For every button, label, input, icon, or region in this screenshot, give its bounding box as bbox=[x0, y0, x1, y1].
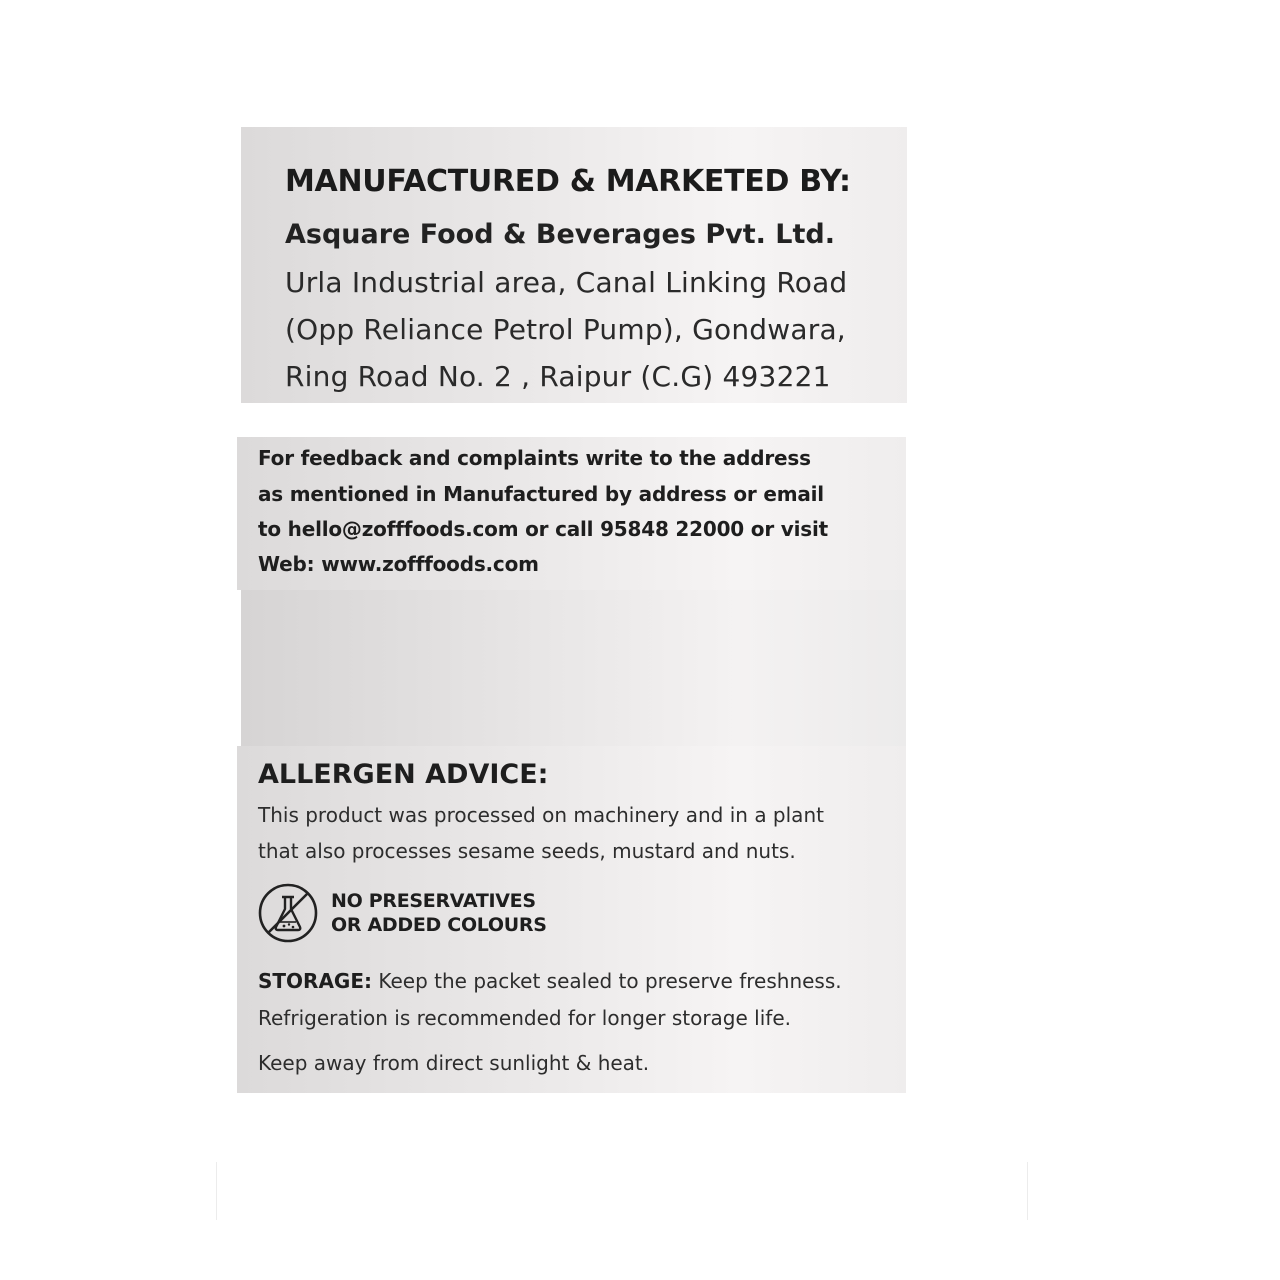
address-line-3: Ring Road No. 2 , Raipur (C.G) 493221 bbox=[285, 360, 831, 393]
allergen-heading: ALLERGEN ADVICE: bbox=[258, 759, 549, 790]
address-line-1: Urla Industrial area, Canal Linking Road bbox=[285, 266, 848, 299]
allergen-line-2: that also processes sesame seeds, mustard and nuts. bbox=[258, 839, 796, 863]
no-preservatives-icon bbox=[257, 882, 319, 944]
storage-text: Keep the packet sealed to preserve freshness. bbox=[372, 969, 842, 993]
edge-mark-left bbox=[216, 1162, 217, 1220]
storage-label: STORAGE: bbox=[258, 969, 373, 993]
storage-line-3: Keep away from direct sunlight & heat. bbox=[258, 1051, 650, 1075]
no-preservatives-line-2: OR ADDED COLOURS bbox=[331, 914, 547, 936]
storage-line-2: Refrigeration is recommended for longer storage life. bbox=[258, 1006, 791, 1030]
edge-mark-right bbox=[1027, 1162, 1028, 1220]
allergen-line-1: This product was processed on machinery and in a plant bbox=[258, 803, 824, 827]
storage-line-1 bbox=[258, 969, 842, 993]
manufacturer-heading: MANUFACTURED & MARKETED BY: bbox=[285, 164, 851, 199]
feedback-line-4: Web: www.zofffoods.com bbox=[258, 552, 539, 576]
no-preservatives-line-1: NO PRESERVATIVES bbox=[331, 890, 536, 912]
feedback-line-2: as mentioned in Manufactured by address or email bbox=[258, 482, 824, 506]
company-name: Asquare Food & Beverages Pvt. Ltd. bbox=[285, 219, 835, 250]
feedback-line-1: For feedback and complaints write to the address bbox=[258, 446, 811, 470]
blank-panel bbox=[241, 590, 906, 747]
address-line-2: (Opp Reliance Petrol Pump), Gondwara, bbox=[285, 313, 846, 346]
feedback-line-3: to hello@zofffoods.com or call 95848 22000 or visit bbox=[258, 517, 828, 541]
